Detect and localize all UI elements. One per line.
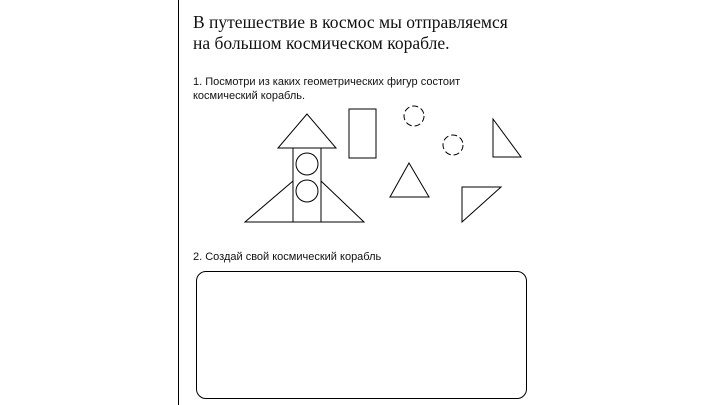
separate-triangle	[390, 163, 429, 197]
separate-right-triangle-tall	[493, 119, 521, 157]
title-line-2: на большом космическом корабле.	[193, 33, 450, 53]
task-1-line-1: 1. Посмотри из каких геометрических фигур состоит	[193, 76, 461, 88]
rocket-nose-triangle	[278, 114, 336, 148]
rocket-window-circle-bottom	[296, 180, 318, 202]
rocket-window-circle-top	[296, 153, 318, 175]
separate-circle-top	[404, 106, 424, 126]
task-1-line-2: космический корабль.	[193, 90, 306, 102]
task-2-instruction: 2. Создай свой космический корабль	[193, 251, 382, 263]
separate-rectangle	[349, 109, 376, 158]
rocket-right-wing-triangle	[321, 181, 364, 222]
drawing-area-frame	[196, 271, 527, 399]
separate-circle-middle	[443, 135, 463, 155]
title-line-1: В путешествие в космос мы отправляемся	[193, 12, 508, 32]
rocket-left-wing-triangle	[245, 181, 293, 222]
separate-right-triangle-small	[462, 187, 501, 222]
